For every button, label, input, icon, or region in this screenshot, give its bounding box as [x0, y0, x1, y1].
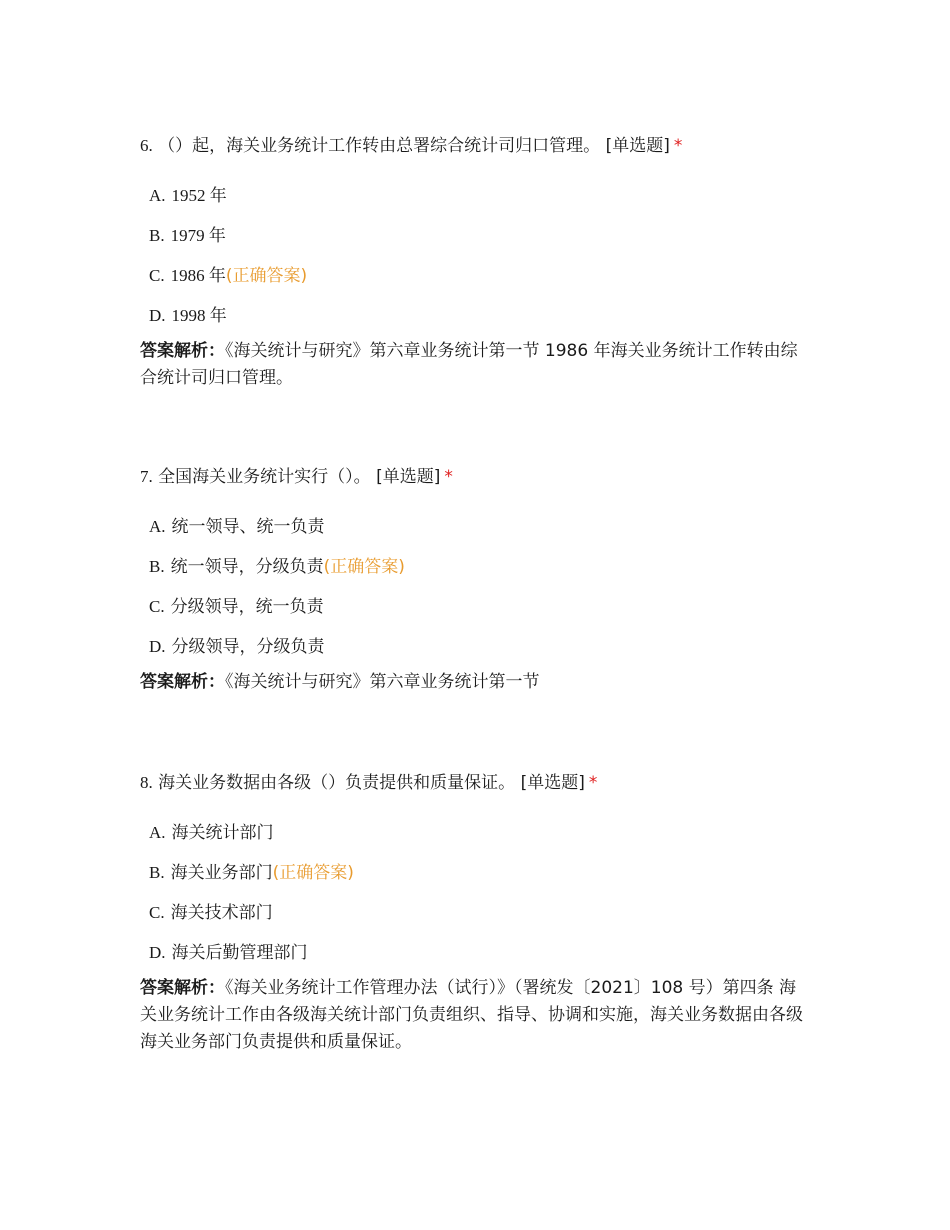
option-letter: B. [149, 226, 165, 245]
option-b[interactable] [140, 853, 810, 893]
answer-analysis [140, 975, 810, 1056]
analysis-text: 《海关统计与研究》第六章业务统计第一节 [225, 672, 540, 692]
option-a[interactable] [140, 176, 810, 216]
option-text: 分级领导，分级负责 [171, 637, 325, 657]
option-b[interactable] [140, 547, 810, 587]
option-text: 分级领导，统一负责 [170, 597, 324, 617]
option-letter: D. [149, 943, 166, 962]
options-list [140, 507, 810, 667]
question-8 [140, 771, 810, 1056]
question-type: [单选题] [376, 467, 441, 487]
analysis-text: 《海关业务统计工作管理办法（试行）》（署统发〔2021〕108 号）第四条 海关业务统计工作由各级海关统计部门负责组织、指导、协调和实施，海关业务数据由各级海关业务部门负责提供和质量保证。 [140, 978, 803, 1052]
required-mark: * [444, 467, 453, 487]
option-a[interactable] [140, 813, 810, 853]
option-text: 统一领导、统一负责 [171, 517, 325, 537]
question-type: [单选题] [520, 773, 585, 793]
option-c[interactable] [140, 587, 810, 627]
option-d[interactable] [140, 933, 810, 973]
question-text: 海关业务数据由各级（）负责提供和质量保证。 [158, 773, 516, 793]
option-letter: C. [149, 903, 165, 922]
analysis-label: 答案解析： [140, 978, 225, 998]
question-title [140, 465, 810, 489]
analysis-text: 《海关统计与研究》第六章业务统计第一节 1986 年海关业务统计工作转由综合统计司归口管理。 [140, 341, 798, 388]
option-letter: D. [149, 306, 166, 325]
option-text: 1952 年 [171, 186, 227, 205]
option-text: 1998 年 [171, 306, 227, 325]
question-number: 6. [140, 136, 153, 155]
option-letter: D. [149, 637, 166, 656]
question-title [140, 771, 810, 795]
question-text: 全国海关业务统计实行（）。 [158, 467, 371, 487]
option-a[interactable] [140, 507, 810, 547]
correct-answer-tag: (正确答案) [323, 557, 405, 577]
option-text: 海关后勤管理部门 [171, 943, 308, 963]
option-d[interactable] [140, 296, 810, 336]
option-letter: A. [149, 517, 166, 536]
question-6 [140, 134, 810, 392]
answer-analysis [140, 338, 810, 392]
options-list [140, 176, 810, 336]
correct-answer-tag: (正确答案) [225, 266, 308, 286]
question-text: （）起，海关业务统计工作转由总署综合统计司归口管理。 [158, 136, 601, 156]
option-letter: C. [149, 597, 165, 616]
question-number: 8. [140, 773, 153, 792]
option-letter: C. [149, 266, 165, 285]
option-b[interactable] [140, 216, 810, 256]
options-list [140, 813, 810, 973]
option-text: 统一领导，分级负责 [170, 557, 324, 577]
option-letter: A. [149, 823, 166, 842]
option-text: 1986 年 [170, 266, 226, 285]
question-7 [140, 465, 810, 696]
required-mark: * [673, 136, 683, 156]
required-mark: * [588, 773, 598, 793]
question-number: 7. [140, 467, 153, 486]
analysis-label: 答案解析： [140, 672, 225, 692]
option-text: 海关业务部门 [170, 863, 273, 883]
answer-analysis [140, 669, 810, 696]
question-type: [单选题] [605, 136, 670, 156]
option-letter: B. [149, 557, 165, 576]
option-letter: B. [149, 863, 165, 882]
option-c[interactable] [140, 256, 810, 296]
correct-answer-tag: (正确答案) [272, 863, 354, 883]
option-text: 海关统计部门 [171, 823, 274, 843]
option-letter: A. [149, 186, 166, 205]
question-title [140, 134, 810, 158]
option-d[interactable] [140, 627, 810, 667]
option-text: 海关技术部门 [170, 903, 273, 923]
option-text: 1979 年 [170, 226, 226, 245]
analysis-label: 答案解析： [140, 341, 225, 361]
option-c[interactable] [140, 893, 810, 933]
